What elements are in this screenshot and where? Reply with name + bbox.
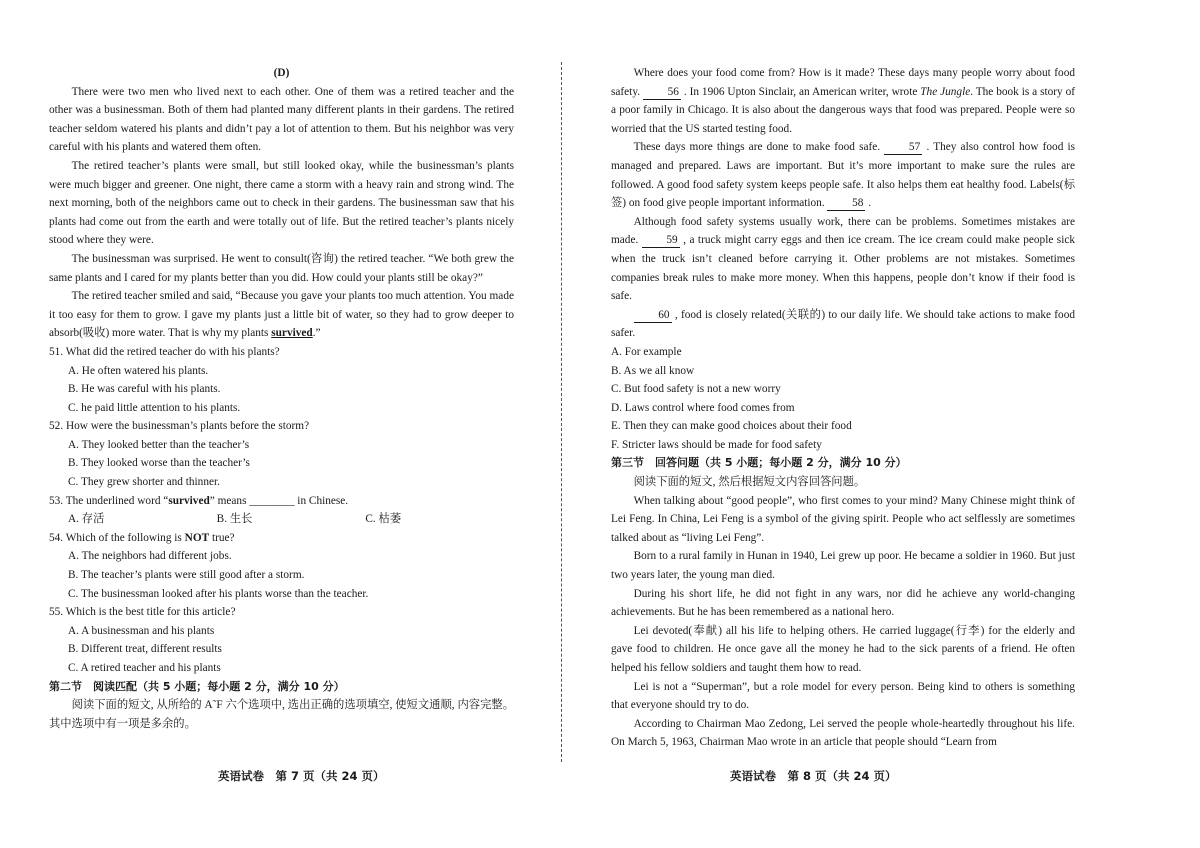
section-3-instructions: 阅读下面的短文, 然后根据短文内容回答问题。 [633, 476, 866, 489]
text-run: true? [209, 531, 235, 544]
option: A. A businessman and his plants [68, 624, 215, 637]
option: A. They looked better than the teacher’s [68, 438, 250, 451]
passage-paragraph [611, 64, 1075, 138]
option: A. 存活 [68, 513, 105, 526]
text-run: . In 1906 Upton Sinclair, an American writer, wrote [683, 85, 921, 98]
option: A. He often watered his plants. [68, 364, 209, 377]
text-run: .” [312, 327, 321, 340]
section-3-title: 第三节 回答问题（共 5 小题；每小题 2 分，满分 10 分） [611, 456, 907, 470]
section-2-instructions: 阅读下面的短文, 从所给的 A˜F 六个选项中, 选出正确的选项填空, 使短文通顺, 内容完整。其中选项中有一项是多余的。 [49, 699, 514, 730]
text-run: These days more things are done to make food safe. [633, 141, 881, 154]
passage-paragraph: Lei is not a “Superman”, but a role model for every person. Being kind to others is something that everyone should try to do. [611, 680, 1075, 712]
passage-paragraph [611, 138, 1075, 212]
page-footer-left: 英语试卷 第 7 页（共 24 页） [218, 769, 385, 783]
text-run: Although food safety systems usually work, there can be problems. Sometimes mistakes are made. [611, 215, 1075, 247]
text-run: ” means ________ in Chinese. [209, 494, 349, 507]
option: C. They grew shorter and thinner. [68, 476, 220, 489]
choice-option: B. As we all know [611, 364, 695, 377]
text-run: . They also control how food is managed and prepared. Laws are important. But it’s more important to make sure the rules are followed. A good food safety system keeps people safe. It also helps them eat healthy food. Labels(标签) on food give people important information. [611, 141, 1076, 210]
option: C. 枯萎 [365, 513, 402, 526]
blank-60: 60 [634, 309, 672, 323]
option: C. he paid little attention to his plants. [68, 401, 241, 414]
section-2-title: 第二节 阅读匹配（共 5 小题；每小题 2 分，满分 10 分） [49, 679, 345, 693]
page-footer-right: 英语试卷 第 8 页（共 24 页） [730, 769, 897, 783]
passage-paragraph: Born to a rural family in Hunan in 1940, Lei grew up poor. He became a soldier in 1960. But just two years later, the young man died. [611, 550, 1075, 582]
option: B. Different treat, different results [68, 643, 222, 656]
question-54 [49, 529, 514, 548]
options-row [49, 510, 514, 529]
bold-word: survived [168, 494, 210, 507]
text-run: , a truck might carry eggs and then ice cream. The ice cream could make people sick when the truck isn’t cleaned before carrying it. Other problems are not mistakes. Sometimes companies break rules to make more money. When this happens, people don’t know if their food is safe. [611, 234, 1075, 303]
question-51: 51. What did the retired teacher do with his plants? [49, 345, 280, 358]
choice-option: A. For example [611, 345, 682, 358]
blank-57: 57 [884, 141, 922, 155]
left-column [49, 64, 514, 733]
passage-paragraph [49, 287, 514, 343]
text-run: Where does your food come from? How is it made? These days many people worry about food safety. [611, 67, 1075, 98]
passage-paragraph: The businessman was surprised. He went to consult(咨询) the retired teacher. “We both grew the same plants and I cared for my plants better than you did. How could your plants still be okay?” [49, 252, 514, 284]
passage-d-label: (D) [273, 67, 290, 79]
choice-option: E. Then they can make good choices about their food [611, 420, 852, 433]
passage-paragraph: The retired teacher’s plants were small, but still looked okay, while the businessman’s plants were much bigger and greener. One night, there came a storm with a heavy rain and strong wind. The next morning, both of the neighbors came out to check in their gardens. The businessman saw that his plants had come out from the earth and were totally out of life. But the retired teacher’s plants nicely stood where they were. [49, 159, 514, 247]
passage-paragraph [611, 213, 1075, 306]
choice-option: F. Stricter laws should be made for food safety [611, 438, 822, 451]
question-52: 52. How were the businessman’s plants before the storm? [49, 420, 310, 433]
bold-word: NOT [184, 531, 210, 544]
text-run: 54. Which of the following is [49, 531, 185, 544]
option: C. The businessman looked after his plants worse than the teacher. [68, 587, 369, 600]
option: B. He was careful with his plants. [68, 383, 221, 396]
option: B. The teacher’s plants were still good after a storm. [68, 569, 305, 582]
passage-paragraph: When talking about “good people”, who first comes to your mind? Many Chinese might think of Lei Feng. In China, Lei Feng is a symbol of the giving spirit. People who act selflessly are sometimes talked about as “living Lei Feng”. [611, 494, 1075, 544]
underlined-word: survived [271, 327, 313, 340]
blank-59: 59 [642, 234, 680, 248]
right-column [611, 64, 1075, 752]
text-run: . [868, 197, 872, 210]
question-53 [49, 492, 514, 511]
passage-paragraph: According to Chairman Mao Zedong, Lei served the people whole-heartedly throughout his life. On March 5, 1963, Chairman Mao wrote in an article that people should “Learn from [611, 717, 1075, 749]
option: B. 生长 [216, 513, 253, 526]
passage-paragraph: Lei devoted(奉献) all his life to helping others. He carried luggage(行李) for the elderly and gave food to children. He once gave all the money he had to the sick parents of a friend. He often helped his fellow soldiers and taught them how to read. [611, 624, 1075, 674]
passage-paragraph [611, 306, 1075, 343]
option: B. They looked worse than the teacher’s [68, 457, 250, 470]
blank-58: 58 [827, 197, 865, 211]
blank-56: 56 [643, 86, 681, 100]
text-run: 53. The underlined word “ [49, 494, 169, 507]
question-55: 55. Which is the best title for this article? [49, 606, 236, 619]
book-title: The Jungle [920, 85, 971, 98]
text-run: The retired teacher smiled and said, “Because you gave your plants too much attention. You made it too easy for them to grow. I gave my plants just a little bit of water, so they had to grow deeper to absorb(吸收) more water. That is why my plants [49, 290, 514, 340]
passage-paragraph: During his short life, he did not fight in any wars, nor did he achieve any world-changing achievements. But he has been remembered as a national hero. [611, 587, 1075, 619]
option: A. The neighbors had different jobs. [68, 550, 232, 563]
choice-option: D. Laws control where food comes from [611, 401, 795, 414]
text-run: , food is closely related(关联的) to our daily life. We should take actions to make food safer. [611, 308, 1076, 340]
column-divider [561, 62, 562, 762]
option: C. A retired teacher and his plants [68, 662, 221, 674]
passage-paragraph: There were two men who lived next to each other. One of them was a retired teacher and the other was a businessman. Both of them had planted many different plants in their gardens. The retired teacher seldom watered his plants and didn’t pay a lot of attention to them. But his neighbor was very careful with his plants and watered them often. [49, 85, 514, 154]
choice-option: C. But food safety is not a new worry [611, 383, 781, 396]
text-run: . The book is a story of a poor family in Chicago. It is also about the dangerous ways that food was prepared. People were so worried that the US started testing food. [611, 85, 1075, 135]
